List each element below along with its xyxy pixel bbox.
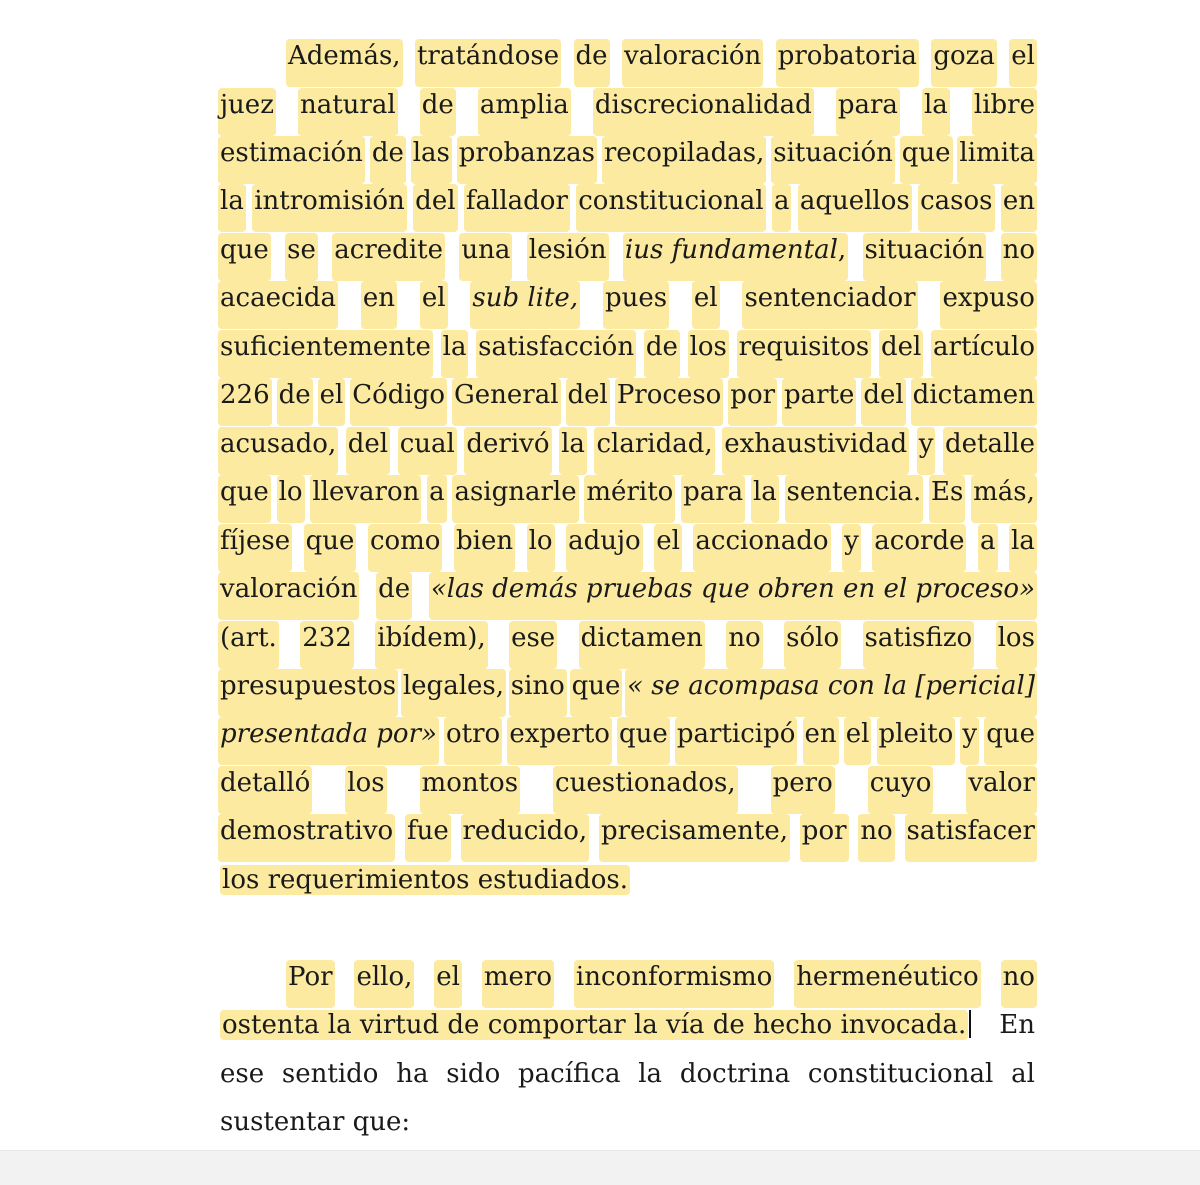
word: probatoria <box>776 39 919 87</box>
word: en <box>361 281 397 329</box>
word: constitucional <box>807 1059 994 1089</box>
word: fíjese <box>218 524 292 572</box>
word: cuestionados, <box>553 766 738 814</box>
word: del <box>346 427 390 475</box>
word: pues <box>603 281 669 329</box>
word: como <box>368 524 443 572</box>
word: Es <box>929 475 965 523</box>
word: a <box>427 475 447 523</box>
word: requisitos <box>737 330 872 378</box>
word: al <box>1011 1059 1035 1089</box>
paragraph-1-line-5 <box>220 233 1035 281</box>
word: lo <box>527 524 555 572</box>
word: detalle <box>943 427 1037 475</box>
word: libre <box>972 88 1037 136</box>
paragraph-1-line-7 <box>220 330 1035 378</box>
word: natural <box>298 88 398 136</box>
word: la <box>441 330 469 378</box>
word: situación <box>863 233 987 281</box>
word: los <box>996 621 1037 669</box>
word: adujo <box>566 524 643 572</box>
word: legales, <box>401 669 506 717</box>
paragraph-1-line-10 <box>220 475 1035 523</box>
word: acaecida <box>218 281 338 329</box>
word: de <box>277 378 313 426</box>
word: lo <box>277 475 305 523</box>
word: acusado, <box>218 427 338 475</box>
word: para <box>836 88 900 136</box>
word: ese <box>509 621 557 669</box>
word: precisamente, <box>599 814 790 862</box>
word: el <box>434 960 462 1008</box>
italic-term: sub lite, <box>470 281 580 329</box>
word: que <box>617 717 670 765</box>
word: constitucional <box>576 184 765 232</box>
word: no <box>1001 233 1037 281</box>
word: mero <box>482 960 554 1008</box>
word: claridad, <box>594 427 714 475</box>
text-cursor <box>969 1010 971 1038</box>
word: experto <box>507 717 612 765</box>
paragraph-1-line-18 <box>220 863 1035 911</box>
word: Proceso <box>615 378 724 426</box>
word: reducido, <box>461 814 590 862</box>
word: la <box>559 427 587 475</box>
word: la <box>751 475 779 523</box>
word: la <box>1009 524 1037 572</box>
word: más, <box>971 475 1037 523</box>
word: que <box>304 524 357 572</box>
word: presupuestos <box>218 669 398 717</box>
paragraph-1-line-1 <box>288 39 1035 87</box>
word: que <box>218 475 271 523</box>
paragraph-1-line-17 <box>220 814 1035 862</box>
quoted-phrase: « se acompasa con la [pericial] <box>625 669 1037 717</box>
word: del <box>566 378 610 426</box>
word: mérito <box>584 475 675 523</box>
word: sentido <box>281 1059 379 1089</box>
word: tratándose <box>415 39 561 87</box>
paragraph-1-line-2 <box>220 88 1035 136</box>
word: participó <box>675 717 798 765</box>
word: valoración <box>622 39 763 87</box>
word: bien <box>454 524 515 572</box>
word: ello, <box>354 960 414 1008</box>
word: que <box>570 669 623 717</box>
paragraph-1-line-6 <box>220 281 1035 329</box>
line-text: sustentar que: <box>220 1107 411 1137</box>
word: por <box>728 378 777 426</box>
word: demostrativo <box>218 814 395 862</box>
word: artículo <box>931 330 1037 378</box>
word: lesión <box>527 233 609 281</box>
word: ese <box>220 1059 265 1089</box>
italic-term: ius fundamental <box>624 235 838 265</box>
paragraph-1-line-16 <box>220 766 1035 814</box>
word: juez <box>218 88 276 136</box>
word: intromisión <box>252 184 407 232</box>
word: satisfacción <box>476 330 636 378</box>
word: llevaron <box>310 475 421 523</box>
word: que <box>900 136 953 184</box>
word: acorde <box>872 524 966 572</box>
word: del <box>861 378 905 426</box>
word: aquellos <box>798 184 912 232</box>
word: el <box>844 717 872 765</box>
word: Código <box>350 378 447 426</box>
paragraph-1-line-9 <box>220 427 1035 475</box>
paragraph-1-line-14 <box>220 669 1035 717</box>
word: que <box>984 717 1037 765</box>
word: fue <box>405 814 451 862</box>
word: exhaustividad <box>722 427 909 475</box>
paragraph-2-line-4 <box>220 1105 1035 1153</box>
word: expuso <box>940 281 1036 329</box>
word: los <box>345 766 386 814</box>
word: para <box>681 475 745 523</box>
word: por <box>800 814 849 862</box>
word: 226 <box>218 378 272 426</box>
paragraph-1-line-11 <box>220 524 1035 572</box>
word: pero <box>771 766 835 814</box>
word: satisfizo <box>863 621 975 669</box>
comma: , <box>837 235 847 265</box>
highlighted-sentence <box>220 1008 973 1056</box>
word: y <box>960 717 979 765</box>
word: pacífica <box>518 1059 621 1089</box>
word: en <box>1001 184 1037 232</box>
paragraph-1-line-3 <box>220 136 1035 184</box>
word: goza <box>931 39 997 87</box>
word: se <box>285 233 318 281</box>
word: limita <box>957 136 1037 184</box>
word: detalló <box>218 766 312 814</box>
word: en <box>803 717 839 765</box>
word: En <box>999 1010 1035 1040</box>
word: de <box>644 330 680 378</box>
word: 232 <box>300 621 354 669</box>
word: los <box>688 330 729 378</box>
word: satisfacer <box>905 814 1037 862</box>
word: y <box>842 524 861 572</box>
word: parte <box>782 378 856 426</box>
word: probanzas <box>457 136 597 184</box>
word: General <box>452 378 561 426</box>
quoted-phrase: «las demás pruebas que obren en el proceso» <box>429 572 1037 620</box>
word: doctrina <box>679 1059 791 1089</box>
word: derivó <box>464 427 551 475</box>
paragraph-1-line-4 <box>220 184 1035 232</box>
word: (art. <box>218 621 279 669</box>
word: la <box>922 88 950 136</box>
last-line-text: los requerimientos estudiados. <box>222 865 629 895</box>
ius-fundamental-phrase <box>623 233 848 281</box>
paragraph-2-line-2 <box>220 1008 1035 1056</box>
word: el <box>1009 39 1037 87</box>
word: Por <box>286 960 335 1008</box>
word: valor <box>966 766 1037 814</box>
paragraph-1-line-12 <box>220 572 1035 620</box>
word: a <box>978 524 998 572</box>
word: dictamen <box>911 378 1037 426</box>
word: amplia <box>478 88 571 136</box>
word: asignarle <box>452 475 578 523</box>
word: dictamen <box>579 621 705 669</box>
word: las <box>411 136 452 184</box>
word: del <box>413 184 457 232</box>
word: discrecionalidad <box>593 88 814 136</box>
word: otro <box>444 717 502 765</box>
quoted-phrase: presentada por» <box>218 717 439 765</box>
word: hermenéutico <box>794 960 980 1008</box>
word: la <box>218 184 246 232</box>
word: el <box>654 524 682 572</box>
word: del <box>879 330 923 378</box>
word: sentenciador <box>742 281 917 329</box>
word: ibídem), <box>375 621 487 669</box>
word: sino <box>509 669 567 717</box>
word: estimación <box>218 136 365 184</box>
paragraph-2-line-1 <box>288 960 1035 1008</box>
highlighted-text: ostenta la virtud de comportar la vía de hecho invocada. <box>222 1010 967 1040</box>
word: una <box>459 233 512 281</box>
word: de <box>574 39 610 87</box>
word: de <box>420 88 456 136</box>
word: no <box>1001 960 1037 1008</box>
word: pleito <box>877 717 956 765</box>
word: suficientemente <box>218 330 433 378</box>
word: cual <box>398 427 457 475</box>
word: el <box>318 378 346 426</box>
paragraph-2-line-3 <box>220 1057 1035 1105</box>
word: montos <box>420 766 521 814</box>
paragraph-1-line-8 <box>220 378 1035 426</box>
word: que <box>218 233 271 281</box>
word: valoración <box>218 572 359 620</box>
word: situación <box>771 136 895 184</box>
word: fallador <box>464 184 570 232</box>
word: sentencia. <box>785 475 924 523</box>
word: no <box>858 814 894 862</box>
word: accionado <box>693 524 830 572</box>
word: Además, <box>286 39 403 87</box>
word: sido <box>446 1059 501 1089</box>
word: el <box>420 281 448 329</box>
word: acredite <box>332 233 445 281</box>
word: a <box>772 184 792 232</box>
word: recopiladas, <box>602 136 767 184</box>
paragraph-1-line-15 <box>220 717 1035 765</box>
word: sólo <box>784 621 841 669</box>
word: y <box>917 427 936 475</box>
word: de <box>370 136 406 184</box>
word: la <box>638 1059 663 1089</box>
word: el <box>692 281 720 329</box>
word: inconformismo <box>574 960 774 1008</box>
word: cuyo <box>868 766 934 814</box>
word: ha <box>396 1059 429 1089</box>
word: no <box>726 621 762 669</box>
window-bottom-bar <box>0 1150 1200 1185</box>
word: de <box>376 572 412 620</box>
paragraph-1-line-13 <box>220 621 1035 669</box>
word: casos <box>918 184 994 232</box>
